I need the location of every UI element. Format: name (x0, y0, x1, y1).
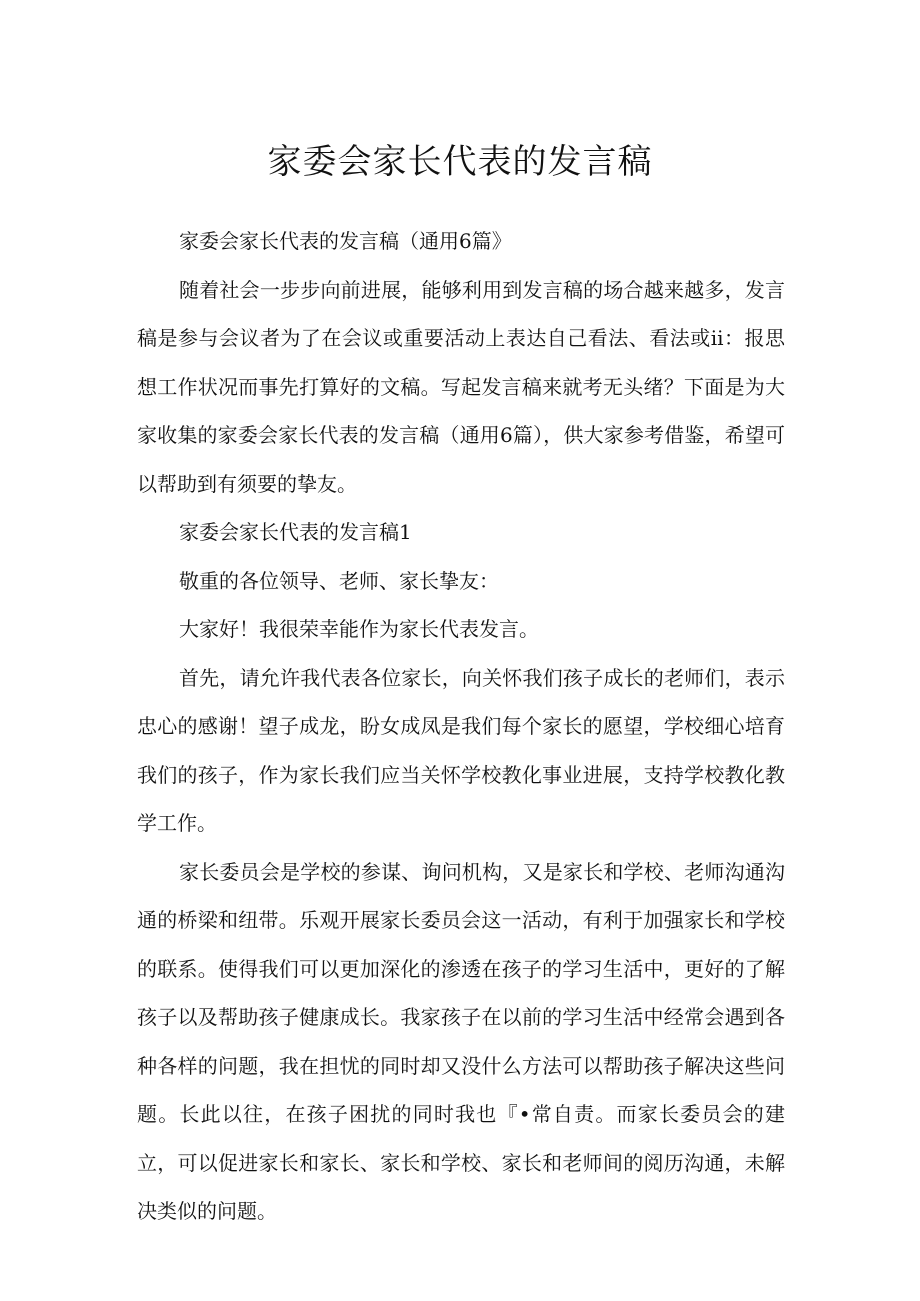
document-body (137, 217, 785, 1236)
document-title: 家委会家长代表的发言稿 (267, 142, 653, 182)
paragraph-section-heading: 家委会家长代表的发言稿1 (179, 520, 412, 544)
paragraph-subtitle: 家委会家长代表的发言稿（通用6篇》 (179, 229, 512, 253)
paragraph-thanks: 首先，请允许我代表各位家长，向关怀我们孩子成长的老师们，表示忠心的感谢！望子成龙，盼女成凤是我们每个家长的愿望，学校细心培育我们的孩子，作为家长我们应当关怀学校教化事业进展，支持学校教化教学工作。 (137, 665, 785, 835)
paragraph-salutation: 敬重的各位领导、老师、家长挚友： (179, 568, 499, 593)
paragraph-intro: 随着社会一步步向前进展，能够利用到发言稿的场合越来越多，发言稿是参与会议者为了在会议或重要活动上表达自己看法、看法或ii：报思想工作状况而事先打算好的文稿。写起发言稿来就考无头绪？下面是为大家收集的家委会家长代表的发言稿（通用6篇），供大家参考借鉴，希望可以帮助到有须要的挚友。 (137, 277, 785, 496)
paragraph-greeting: 大家好！我很荣幸能作为家长代表发言。 (179, 617, 539, 641)
paragraph-committee: 家长委员会是学校的参谋、询问机构，又是家长和学校、老师沟通沟通的桥梁和纽带。乐观开展家长委员会这一活动，有利于加强家长和学校的联系。使得我们可以更加深化的渗透在孩子的学习生活中，更好的了解孩子以及帮助孩子健康成长。我家孩子在以前的学习生活中经常会遇到各种各样的问题，我在担忧的同时却又没什么方法可以帮助孩子解决这些问题。长此以往，在孩子困扰的同时我也『•常自责。而家长委员会的建立，可以促进家长和家长、家长和学校、家长和老师间的阅历沟通，未解决类似的问题。 (137, 859, 785, 1223)
